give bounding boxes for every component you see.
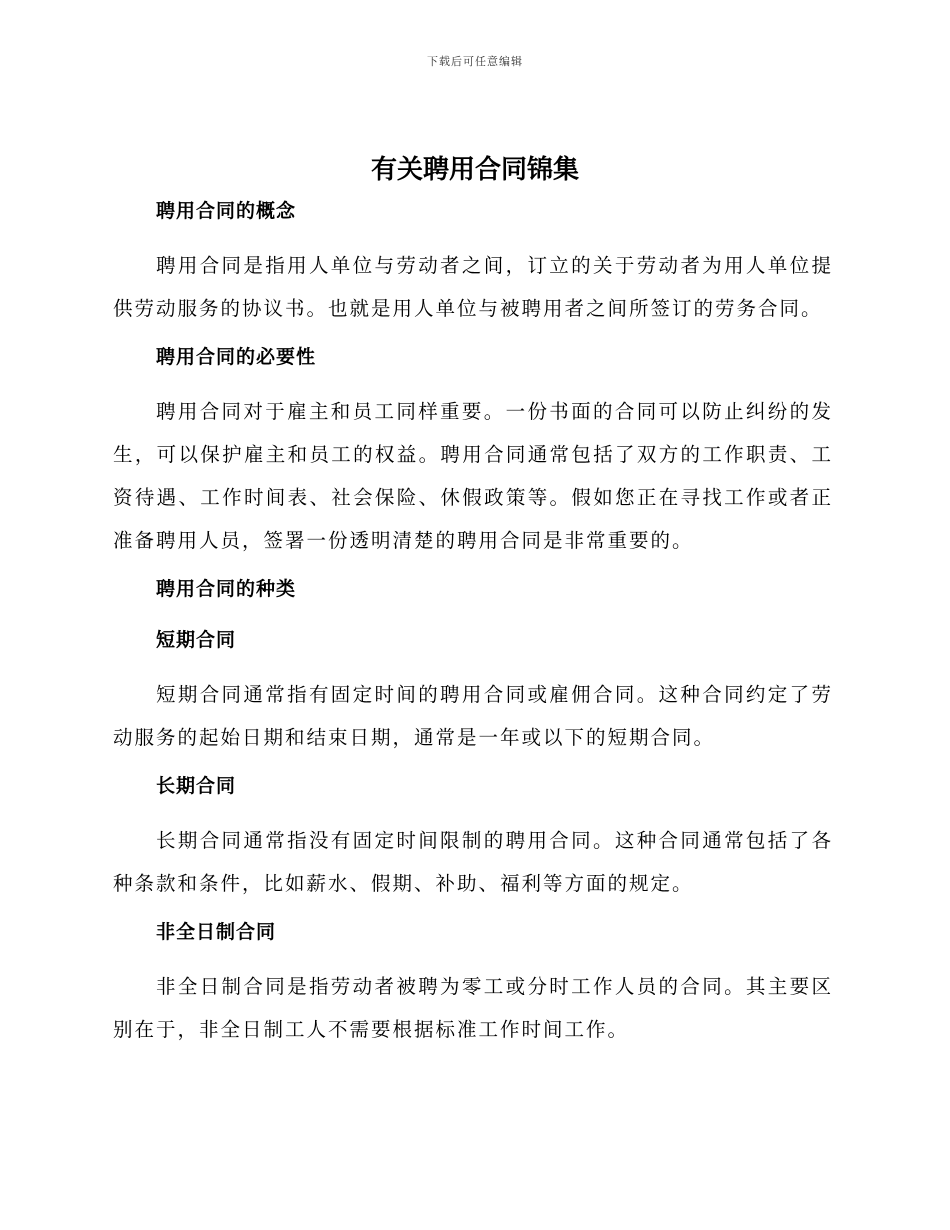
section-paragraph-long-term: 长期合同通常指没有固定时间限制的聘用合同。这种合同通常包括了各种条款和条件，比如薪水、假期、补助、福利等方面的规定。 [113, 829, 833, 895]
section-heading-short-term: 短期合同 [156, 629, 237, 651]
header-note: 下载后可任意编辑 [427, 55, 523, 68]
section-heading-part-time: 非全日制合同 [156, 921, 277, 943]
document-body [113, 193, 833, 1063]
page-title: 有关聘用合同锦集 [370, 155, 579, 185]
section-heading-necessity: 聘用合同的必要性 [156, 346, 317, 368]
section-heading-types: 聘用合同的种类 [156, 578, 297, 600]
section-paragraph-concept: 聘用合同是指用人单位与劳动者之间，订立的关于劳动者为用人单位提供劳动服务的协议书。也就是用人单位与被聘用者之间所签订的劳务合同。 [113, 254, 833, 320]
section-paragraph-short-term: 短期合同通常指有固定时间的聘用合同或雇佣合同。这种合同约定了劳动服务的起始日期和结束日期，通常是一年或以下的短期合同。 [113, 683, 833, 749]
section-paragraph-part-time: 非全日制合同是指劳动者被聘为零工或分时工作人员的合同。其主要区别在于，非全日制工人不需要根据标准工作时间工作。 [113, 975, 833, 1041]
section-heading-long-term: 长期合同 [156, 775, 237, 797]
section-paragraph-necessity: 聘用合同对于雇主和员工同样重要。一份书面的合同可以防止纠纷的发生，可以保护雇主和员工的权益。聘用合同通常包括了双方的工作职责、工资待遇、工作时间表、社会保险、休假政策等。假如您正在寻找工作或者正准备聘用人员，签署一份透明清楚的聘用合同是非常重要的。 [113, 400, 833, 552]
section-heading-concept: 聘用合同的概念 [156, 200, 297, 222]
